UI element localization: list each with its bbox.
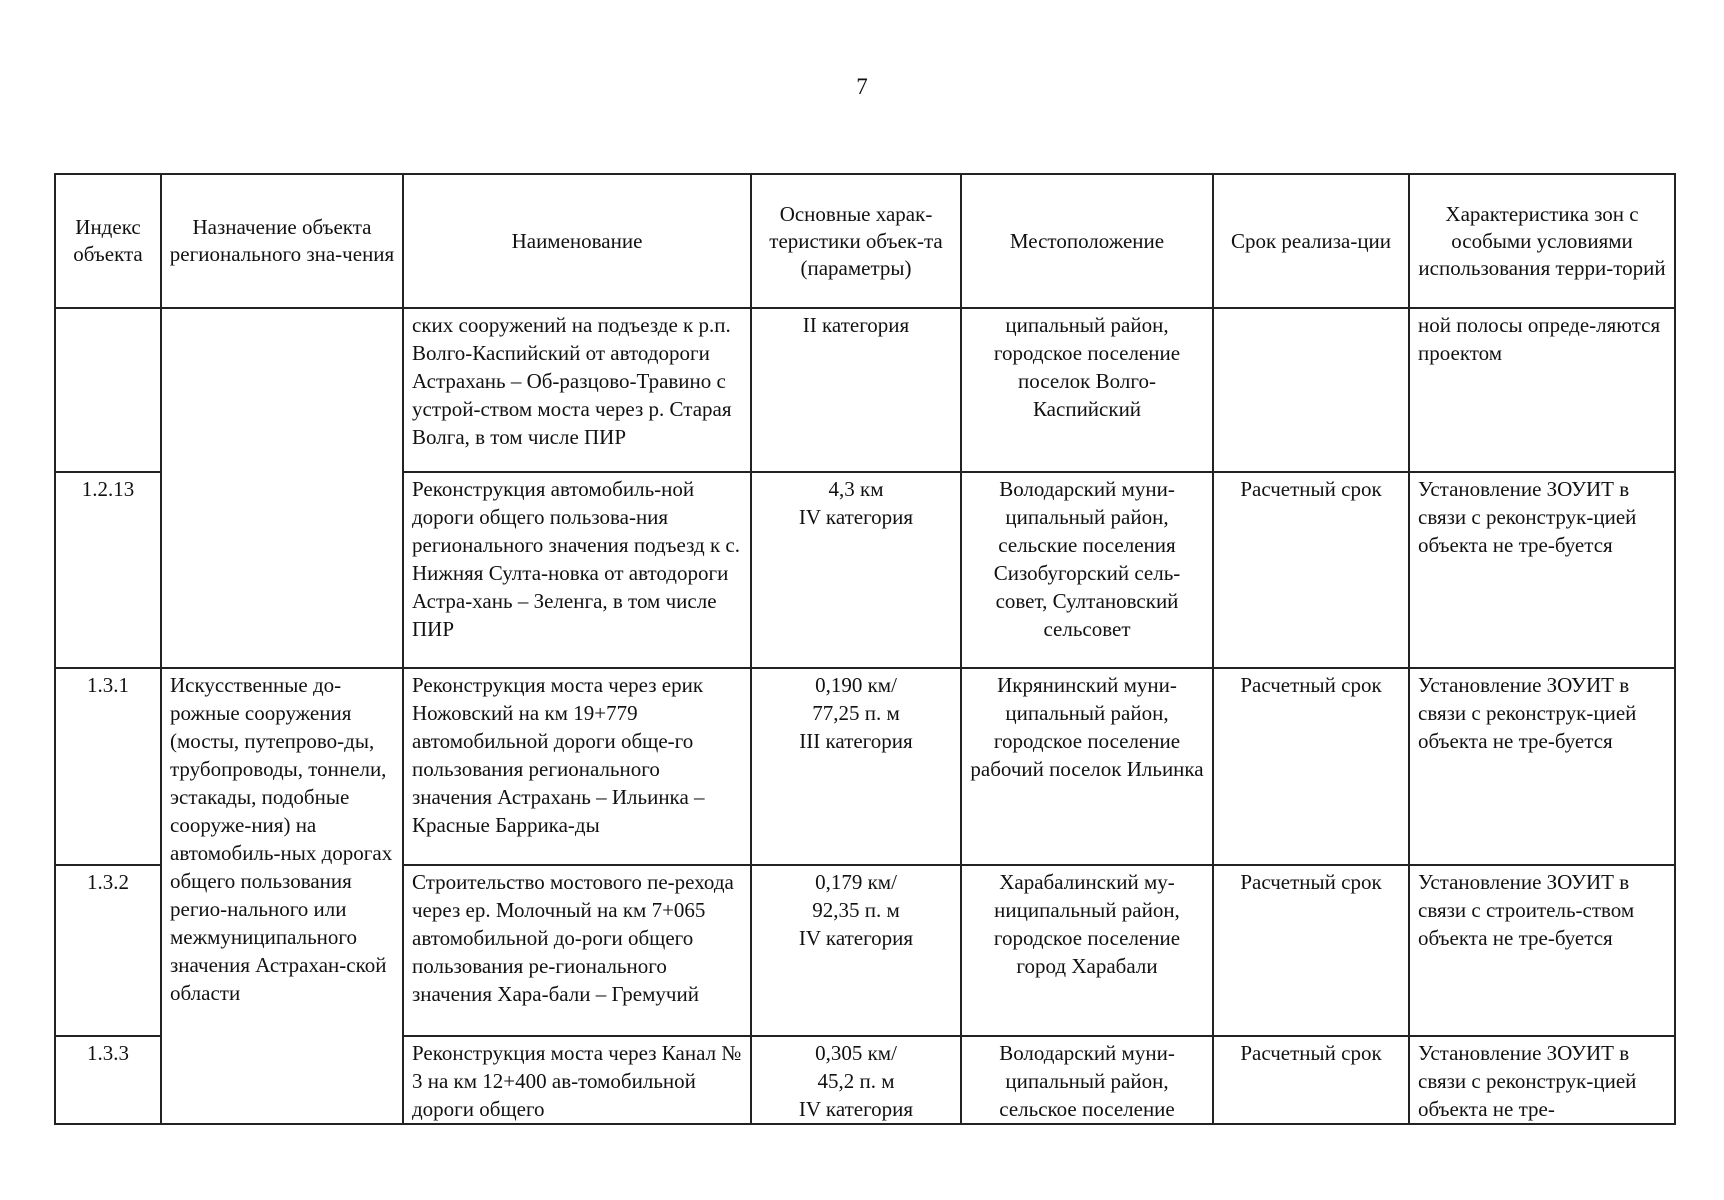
cell-name: Реконструкция автомобиль-ной дороги общего пользова-ния регионального значения подъезд к с. Нижняя Султа-новка от автодороги Астра-хань – Зеленга, в том числе ПИР <box>403 472 751 668</box>
cell-zones: Установление ЗОУИТ в связи с строитель-ством объекта не тре-буется <box>1409 865 1675 1036</box>
cell-term: Расчетный срок <box>1213 668 1409 865</box>
page-number: 7 <box>856 74 868 99</box>
cell-index: 1.3.2 <box>55 865 161 1036</box>
cell-index: 1.2.13 <box>55 472 161 668</box>
header-name: Наименование <box>403 174 751 308</box>
header-zones: Характеристика зон с особыми условиями использования терри-торий <box>1409 174 1675 308</box>
cell-params: 4,3 км IV категория <box>751 472 961 668</box>
cell-index: 1.3.3 <box>55 1036 161 1124</box>
cell-location: Икрянинский муни-ципальный район, городское поселение рабочий поселок Ильинка <box>961 668 1213 865</box>
cell-params: 0,305 км/ 45,2 п. м IV категория <box>751 1036 961 1124</box>
cell-location: Володарский муни-ципальный район, сельское поселение <box>961 1036 1213 1124</box>
cell-params: II категория <box>751 308 961 472</box>
territorial-planning-table <box>54 173 1676 1125</box>
cell-name: Строительство мостового пе-рехода через ер. Молочный на км 7+065 автомобильной до-роги общего пользования ре-гионального значения Хара-бали – Гремучий <box>403 865 751 1036</box>
cell-params: 0,179 км/ 92,35 п. м IV категория <box>751 865 961 1036</box>
table-row <box>55 308 1675 472</box>
cell-name: Реконструкция моста через Канал № 3 на км 12+400 ав-томобильной дороги общего <box>403 1036 751 1124</box>
table-header-row <box>55 174 1675 308</box>
cell-zones: Установление ЗОУИТ в связи с реконструк-цией объекта не тре- <box>1409 1036 1675 1124</box>
header-term: Срок реализа-ции <box>1213 174 1409 308</box>
cell-term: Расчетный срок <box>1213 472 1409 668</box>
cell-name: ских сооружений на подъезде к р.п. Волго-Каспийский от автодороги Астрахань – Об-разцово-Травино с устрой-ством моста через р. Старая Волга, в том числе ПИР <box>403 308 751 472</box>
header-params: Основные харак-теристики объек-та (параметры) <box>751 174 961 308</box>
table-row <box>55 668 1675 865</box>
header-location: Местоположение <box>961 174 1213 308</box>
cell-name: Реконструкция моста через ерик Ножовский на км 19+779 автомобильной дороги обще-го пользования регионального значения Астрахань – Ильинка – Красные Баррика-ды <box>403 668 751 865</box>
header-purpose: Назначение объекта регионального зна-чения <box>161 174 403 308</box>
cell-zones: Установление ЗОУИТ в связи с реконструк-цией объекта не тре-буется <box>1409 668 1675 865</box>
cell-zones: ной полосы опреде-ляются проектом <box>1409 308 1675 472</box>
cell-index: 1.3.1 <box>55 668 161 865</box>
cell-index <box>55 308 161 472</box>
cell-location: Володарский муни-ципальный район, сельские поселения Сизобугорский сель-совет, Султановский сельсовет <box>961 472 1213 668</box>
cell-zones: Установление ЗОУИТ в связи с реконструк-цией объекта не тре-буется <box>1409 472 1675 668</box>
cell-purpose-group: Искусственные до-рожные сооружения (мосты, путепрово-ды, трубопроводы, тоннели, эстакады, подобные сооруже-ния) на автомобиль-ных дорогах общего пользования регио-нального или межмуниципального значения Астрахан-ской области <box>161 668 403 1124</box>
cell-params: 0,190 км/ 77,25 п. м III категория <box>751 668 961 865</box>
cell-term <box>1213 308 1409 472</box>
header-index: Индекс объекта <box>55 174 161 308</box>
cell-location: ципальный район, городское поселение поселок Волго-Каспийский <box>961 308 1213 472</box>
cell-location: Харабалинский му-ниципальный район, городское поселение город Харабали <box>961 865 1213 1036</box>
cell-term: Расчетный срок <box>1213 1036 1409 1124</box>
cell-purpose-empty <box>161 308 403 668</box>
cell-term: Расчетный срок <box>1213 865 1409 1036</box>
